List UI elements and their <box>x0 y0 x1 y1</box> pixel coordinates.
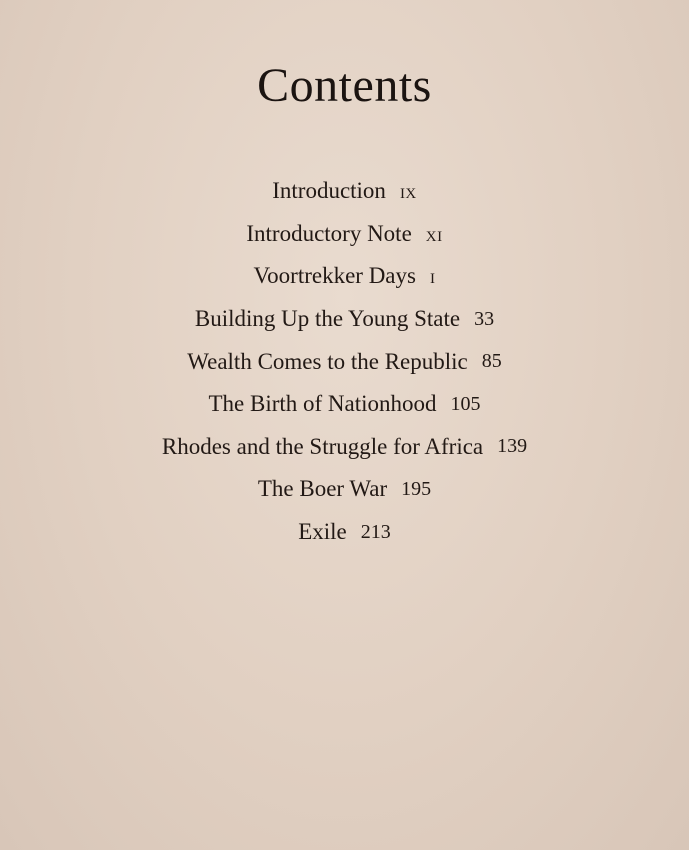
toc-entry-rhodes-and-the-struggle-for-africa <box>0 426 689 469</box>
table-of-contents <box>0 170 689 553</box>
toc-entry-page-number: 85 <box>481 350 502 373</box>
toc-entry-the-birth-of-nationhood <box>0 383 689 426</box>
toc-entry-label: Introduction <box>272 178 386 204</box>
toc-entry-page-number: xi <box>425 220 443 246</box>
toc-entry-page-number: 105 <box>450 392 481 415</box>
toc-entry-label: Voortrekker Days <box>253 263 416 289</box>
toc-entry-page-number: 33 <box>474 307 495 330</box>
toc-entry-exile <box>0 511 689 554</box>
toc-entry-voortrekker-days <box>0 255 689 298</box>
toc-entry-introduction <box>0 170 689 213</box>
toc-entry-building-up-the-young-state <box>0 298 689 341</box>
toc-entry-page-number: 139 <box>497 435 528 458</box>
toc-entry-page-number: 213 <box>360 520 391 543</box>
toc-entry-label: Building Up the Young State <box>194 306 461 332</box>
toc-entry-page-number: i <box>429 263 436 289</box>
toc-entry-label: Exile <box>298 519 347 545</box>
toc-entry-page-number: 195 <box>401 477 432 500</box>
toc-entry-label: The Boer War <box>257 476 388 502</box>
toc-entry-label: The Birth of Nationhood <box>208 391 437 417</box>
toc-entry-introductory-note <box>0 213 689 256</box>
toc-entry-the-boer-war <box>0 468 689 511</box>
toc-entry-label: Introductory Note <box>246 220 412 246</box>
toc-entry-label: Rhodes and the Struggle for Africa <box>161 433 484 459</box>
toc-entry-label: Wealth Comes to the Republic <box>187 348 468 374</box>
toc-entry-page-number: ix <box>399 178 417 204</box>
toc-entry-wealth-comes-to-the-republic <box>0 340 689 383</box>
page-title: Contents <box>257 59 432 112</box>
